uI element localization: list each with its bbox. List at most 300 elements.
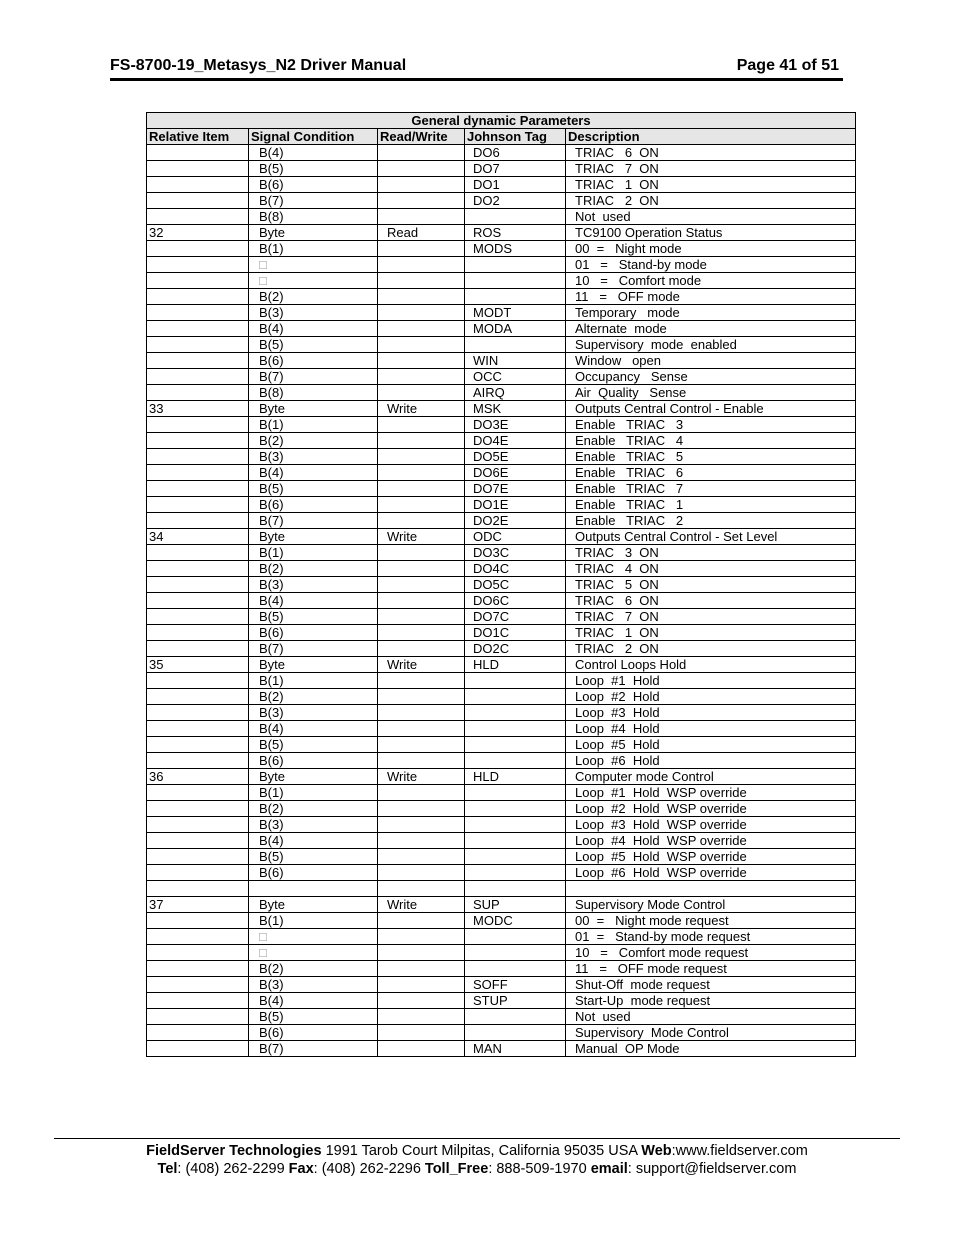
description-cell: Enable TRIAC 4 [566,433,856,449]
signal-condition-cell: B(7) [249,641,378,657]
tel-label: Tel [157,1161,178,1177]
relative-item-cell [147,593,249,609]
description-cell: Loop #3 Hold [566,705,856,721]
read-write-cell: Read [378,225,465,241]
page-header [110,56,843,81]
read-write-cell [378,257,465,273]
read-write-cell [378,465,465,481]
johnson-tag-cell [465,833,566,849]
read-write-cell [378,337,465,353]
relative-item-cell [147,481,249,497]
signal-condition-cell: Byte [249,225,378,241]
table-row [147,177,856,193]
relative-item-cell [147,945,249,961]
signal-condition-cell: Byte [249,529,378,545]
johnson-tag-cell: HLD [465,657,566,673]
read-write-cell [378,801,465,817]
description-cell: Supervisory mode enabled [566,337,856,353]
relative-item-cell [147,721,249,737]
relative-item-cell [147,1041,249,1057]
relative-item-cell: 37 [147,897,249,913]
table-row [147,641,856,657]
signal-condition-cell: B(5) [249,737,378,753]
description-cell: Outputs Central Control - Set Level [566,529,856,545]
johnson-tag-cell: DO7 [465,161,566,177]
table-row [147,705,856,721]
description-cell: Not used [566,1009,856,1025]
johnson-tag-cell [465,865,566,881]
fax-label: Fax [288,1161,314,1177]
column-header: Description [566,129,856,145]
table-row [147,673,856,689]
signal-condition-cell: B(6) [249,353,378,369]
description-cell: 10 = Comfort mode [566,273,856,289]
johnson-tag-cell: MODT [465,305,566,321]
signal-condition-cell: B(5) [249,337,378,353]
table-row [147,625,856,641]
johnson-tag-cell [465,289,566,305]
signal-condition-cell: B(5) [249,481,378,497]
read-write-cell [378,513,465,529]
read-write-cell [378,305,465,321]
relative-item-cell [147,385,249,401]
read-write-cell [378,241,465,257]
table-row [147,193,856,209]
relative-item-cell [147,689,249,705]
relative-item-cell [147,273,249,289]
johnson-tag-cell [465,273,566,289]
johnson-tag-cell [465,257,566,273]
relative-item-cell [147,849,249,865]
table-row [147,481,856,497]
description-cell: Enable TRIAC 7 [566,481,856,497]
table-row [147,241,856,257]
read-write-cell [378,737,465,753]
parameters-table [146,112,856,1057]
table-row [147,465,856,481]
johnson-tag-cell: DO6E [465,465,566,481]
description-cell: Alternate mode [566,321,856,337]
johnson-tag-cell: ROS [465,225,566,241]
description-cell: 10 = Comfort mode request [566,945,856,961]
relative-item-cell [147,641,249,657]
johnson-tag-cell [465,945,566,961]
description-cell: TRIAC 2 ON [566,193,856,209]
signal-condition-cell: B(4) [249,721,378,737]
read-write-cell [378,785,465,801]
signal-condition-cell: B(2) [249,289,378,305]
table-row [147,881,856,897]
relative-item-cell [147,817,249,833]
table-row [147,321,856,337]
johnson-tag-cell: DO2C [465,641,566,657]
table-row [147,689,856,705]
read-write-cell: Write [378,657,465,673]
johnson-tag-cell: SOFF [465,977,566,993]
description-cell: Loop #2 Hold [566,689,856,705]
description-cell: Control Loops Hold [566,657,856,673]
relative-item-cell [147,289,249,305]
relative-item-cell [147,145,249,161]
relative-item-cell [147,305,249,321]
relative-item-cell [147,913,249,929]
description-cell: Loop #6 Hold WSP override [566,865,856,881]
johnson-tag-cell [465,673,566,689]
read-write-cell [378,417,465,433]
read-write-cell [378,945,465,961]
description-cell: Loop #1 Hold [566,673,856,689]
description-cell: 01 = Stand-by mode request [566,929,856,945]
read-write-cell [378,817,465,833]
signal-condition-cell: B(5) [249,849,378,865]
signal-condition-cell: □ [249,273,378,289]
read-write-cell [378,929,465,945]
johnson-tag-cell: DO1 [465,177,566,193]
read-write-cell [378,481,465,497]
read-write-cell [378,625,465,641]
read-write-cell [378,273,465,289]
table-row [147,257,856,273]
read-write-cell: Write [378,769,465,785]
description-cell: TRIAC 1 ON [566,625,856,641]
description-cell: Manual OP Mode [566,1041,856,1057]
description-cell: 11 = OFF mode [566,289,856,305]
read-write-cell [378,993,465,1009]
relative-item-cell [147,881,249,897]
table-row [147,929,856,945]
read-write-cell [378,849,465,865]
signal-condition-cell: □ [249,257,378,273]
signal-condition-cell: B(5) [249,609,378,625]
relative-item-cell [147,161,249,177]
read-write-cell [378,449,465,465]
table-row [147,945,856,961]
signal-condition-cell: B(7) [249,1041,378,1057]
signal-condition-cell: B(8) [249,209,378,225]
relative-item-cell [147,545,249,561]
signal-condition-cell: B(4) [249,321,378,337]
signal-condition-cell: B(6) [249,497,378,513]
table-row [147,273,856,289]
johnson-tag-cell: ODC [465,529,566,545]
relative-item-cell: 32 [147,225,249,241]
johnson-tag-cell [465,737,566,753]
johnson-tag-cell [465,209,566,225]
signal-condition-cell: B(1) [249,913,378,929]
read-write-cell [378,705,465,721]
table-row [147,417,856,433]
read-write-cell [378,385,465,401]
signal-condition-cell: B(6) [249,753,378,769]
table-row [147,737,856,753]
relative-item-cell [147,1025,249,1041]
relative-item-cell [147,961,249,977]
signal-condition-cell: B(1) [249,417,378,433]
relative-item-cell: 34 [147,529,249,545]
johnson-tag-cell: DO2E [465,513,566,529]
johnson-tag-cell [465,817,566,833]
signal-condition-cell: B(4) [249,593,378,609]
relative-item-cell [147,209,249,225]
read-write-cell [378,673,465,689]
read-write-cell [378,961,465,977]
signal-condition-cell: B(4) [249,993,378,1009]
company-name: FieldServer Technologies [146,1143,322,1159]
description-cell: Supervisory Mode Control [566,1025,856,1041]
johnson-tag-cell: DO7C [465,609,566,625]
signal-condition-cell: B(5) [249,161,378,177]
read-write-cell [378,321,465,337]
description-cell: Loop #2 Hold WSP override [566,801,856,817]
table-row [147,801,856,817]
read-write-cell [378,353,465,369]
table-row [147,977,856,993]
read-write-cell [378,545,465,561]
table-row [147,849,856,865]
johnson-tag-cell: HLD [465,769,566,785]
description-cell: TRIAC 4 ON [566,561,856,577]
description-cell: Loop #3 Hold WSP override [566,817,856,833]
relative-item-cell [147,977,249,993]
table-row [147,337,856,353]
column-header: Johnson Tag [465,129,566,145]
table-row [147,993,856,1009]
johnson-tag-cell [465,753,566,769]
read-write-cell [378,689,465,705]
description-cell: Enable TRIAC 1 [566,497,856,513]
signal-condition-cell: B(3) [249,977,378,993]
signal-condition-cell: Byte [249,401,378,417]
johnson-tag-cell [465,721,566,737]
signal-condition-cell: Byte [249,769,378,785]
johnson-tag-cell: DO1C [465,625,566,641]
read-write-cell [378,161,465,177]
toll-free: : 888-509-1970 [488,1161,591,1177]
signal-condition-cell: B(6) [249,625,378,641]
description-cell: Loop #5 Hold WSP override [566,849,856,865]
read-write-cell [378,609,465,625]
description-cell: TRIAC 2 ON [566,641,856,657]
relative-item-cell: 35 [147,657,249,673]
signal-condition-cell: B(2) [249,961,378,977]
johnson-tag-cell: MODA [465,321,566,337]
address: 1991 Tarob Court Milpitas, California 95035 USA [321,1143,642,1159]
signal-condition-cell: B(1) [249,545,378,561]
description-cell: TRIAC 5 ON [566,577,856,593]
signal-condition-cell: B(7) [249,193,378,209]
description-cell: Occupancy Sense [566,369,856,385]
description-cell: 00 = Night mode [566,241,856,257]
description-cell: Window open [566,353,856,369]
table-row [147,145,856,161]
description-cell: Loop #1 Hold WSP override [566,785,856,801]
read-write-cell [378,1041,465,1057]
read-write-cell [378,913,465,929]
table-row [147,865,856,881]
description-cell: Enable TRIAC 6 [566,465,856,481]
description-cell: Outputs Central Control - Enable [566,401,856,417]
website: :www.fieldserver.com [671,1143,808,1159]
johnson-tag-cell: STUP [465,993,566,1009]
relative-item-cell [147,561,249,577]
description-cell: Temporary mode [566,305,856,321]
relative-item-cell [147,1009,249,1025]
johnson-tag-cell [465,1009,566,1025]
signal-condition-cell: B(3) [249,577,378,593]
johnson-tag-cell [465,801,566,817]
table-row [147,1025,856,1041]
description-cell: 01 = Stand-by mode [566,257,856,273]
relative-item-cell [147,929,249,945]
read-write-cell [378,193,465,209]
signal-condition-cell: B(4) [249,145,378,161]
table-row [147,577,856,593]
signal-condition-cell: B(5) [249,1009,378,1025]
signal-condition-cell: B(4) [249,833,378,849]
table-row [147,593,856,609]
signal-condition-cell: B(6) [249,177,378,193]
johnson-tag-cell [465,1025,566,1041]
read-write-cell [378,833,465,849]
signal-condition-cell: Byte [249,897,378,913]
signal-condition-cell: B(2) [249,689,378,705]
relative-item-cell [147,801,249,817]
read-write-cell [378,881,465,897]
table-row [147,913,856,929]
description-cell: Enable TRIAC 3 [566,417,856,433]
table-row [147,529,856,545]
description-cell: Air Quality Sense [566,385,856,401]
read-write-cell [378,593,465,609]
relative-item-cell [147,177,249,193]
table-header-row [147,129,856,145]
description-cell: Start-Up mode request [566,993,856,1009]
page-number: Page 41 of 51 [736,57,839,74]
relative-item-cell [147,369,249,385]
table-row [147,289,856,305]
signal-condition-cell: B(3) [249,705,378,721]
johnson-tag-cell: DO4E [465,433,566,449]
table-row [147,401,856,417]
relative-item-cell [147,193,249,209]
description-cell: Loop #6 Hold [566,753,856,769]
description-cell: Computer mode Control [566,769,856,785]
description-cell: TRIAC 7 ON [566,161,856,177]
relative-item-cell [147,705,249,721]
signal-condition-cell: Byte [249,657,378,673]
relative-item-cell [147,865,249,881]
web-label: Web [641,1143,672,1159]
read-write-cell: Write [378,529,465,545]
johnson-tag-cell [465,705,566,721]
relative-item-cell [147,449,249,465]
email: : support@fieldserver.com [627,1161,797,1177]
tollfree-label: Toll_Free [424,1161,489,1177]
johnson-tag-cell: DO3C [465,545,566,561]
table-row [147,305,856,321]
relative-item-cell [147,625,249,641]
signal-condition-cell: B(3) [249,305,378,321]
read-write-cell [378,641,465,657]
email-label: email [590,1161,628,1177]
signal-condition-cell: B(2) [249,801,378,817]
signal-condition-cell: B(1) [249,785,378,801]
signal-condition-cell: B(8) [249,385,378,401]
signal-condition-cell: B(1) [249,241,378,257]
column-header: Signal Condition [249,129,378,145]
table-row [147,497,856,513]
relative-item-cell [147,993,249,1009]
johnson-tag-cell: MODC [465,913,566,929]
description-cell: Loop #4 Hold [566,721,856,737]
description-cell: Enable TRIAC 2 [566,513,856,529]
relative-item-cell [147,337,249,353]
signal-condition-cell: B(4) [249,465,378,481]
relative-item-cell [147,737,249,753]
johnson-tag-cell: DO2 [465,193,566,209]
signal-condition-cell: B(3) [249,449,378,465]
johnson-tag-cell [465,881,566,897]
signal-condition-cell: □ [249,929,378,945]
description-cell: Loop #4 Hold WSP override [566,833,856,849]
johnson-tag-cell: DO1E [465,497,566,513]
table-row [147,657,856,673]
johnson-tag-cell: DO7E [465,481,566,497]
table-row [147,161,856,177]
table-row [147,385,856,401]
description-cell: Shut-Off mode request [566,977,856,993]
relative-item-cell [147,609,249,625]
signal-condition-cell: B(6) [249,865,378,881]
read-write-cell [378,433,465,449]
relative-item-cell [147,673,249,689]
read-write-cell [378,209,465,225]
table-row [147,769,856,785]
relative-item-cell [147,417,249,433]
description-cell: TRIAC 3 ON [566,545,856,561]
read-write-cell [378,561,465,577]
description-cell: Enable TRIAC 5 [566,449,856,465]
footer-line-2 [54,1161,900,1177]
table-row [147,961,856,977]
description-cell: 00 = Night mode request [566,913,856,929]
johnson-tag-cell: SUP [465,897,566,913]
description-cell: Not used [566,209,856,225]
johnson-tag-cell: OCC [465,369,566,385]
table-row [147,1009,856,1025]
description-cell: TRIAC 1 ON [566,177,856,193]
footer-divider [54,1138,900,1139]
description-cell: TRIAC 7 ON [566,609,856,625]
read-write-cell [378,577,465,593]
johnson-tag-cell [465,929,566,945]
table-row [147,353,856,369]
description-cell: Loop #5 Hold [566,737,856,753]
footer-line-1 [54,1143,900,1159]
relative-item-cell [147,433,249,449]
read-write-cell [378,865,465,881]
table-row [147,433,856,449]
read-write-cell [378,369,465,385]
johnson-tag-cell [465,849,566,865]
johnson-tag-cell [465,961,566,977]
relative-item-cell [147,785,249,801]
read-write-cell [378,1009,465,1025]
table-row [147,449,856,465]
signal-condition-cell: B(7) [249,369,378,385]
relative-item-cell [147,833,249,849]
johnson-tag-cell: DO5C [465,577,566,593]
